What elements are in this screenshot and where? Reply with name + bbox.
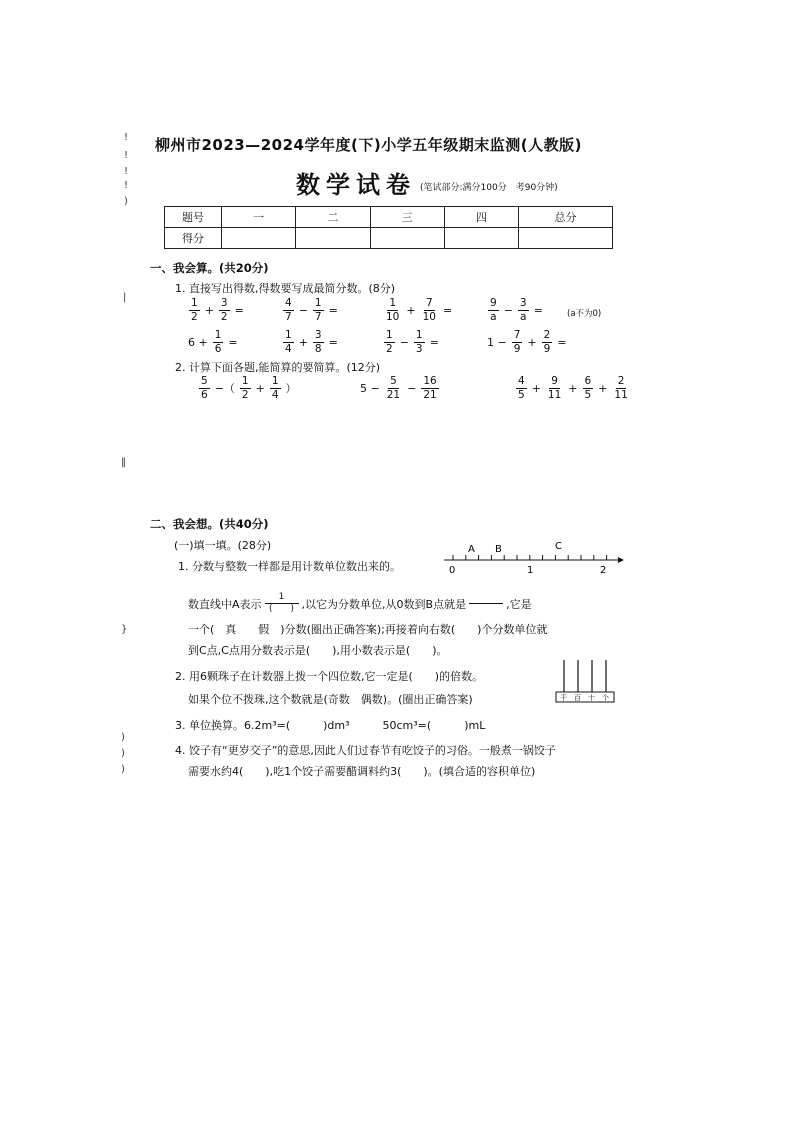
fraction xyxy=(518,298,529,322)
score-input-cell[interactable] xyxy=(296,228,370,249)
math-operator: 5 − xyxy=(360,381,380,395)
number-line-label-b: B xyxy=(495,544,502,555)
score-cell: 三 xyxy=(370,207,444,228)
fraction-denominator: 9 xyxy=(543,342,551,355)
fraction-numerator: 1 xyxy=(415,329,423,341)
number-line-ticks xyxy=(453,555,607,560)
math-operator: = xyxy=(429,335,439,349)
q1b-fraction-b-denominator[interactable] xyxy=(469,604,503,614)
math-operator: = xyxy=(228,335,238,349)
fraction xyxy=(414,330,425,354)
fraction-denominator: 3 xyxy=(415,342,423,355)
exam-subtitle: 数学试卷 xyxy=(296,170,416,199)
section2-q1-line1: 1. 分数与整数一样都是用计数单位数出来的。 xyxy=(178,560,401,573)
section2-q1-line2 xyxy=(188,593,532,614)
abacus-label: 百 xyxy=(574,694,581,702)
margin-mark: ! xyxy=(124,150,129,161)
math-expression xyxy=(198,376,297,400)
math-operator: − xyxy=(503,303,513,317)
fraction-numerator: 2 xyxy=(543,329,551,341)
score-cell: 二 xyxy=(296,207,370,228)
math-operator: = xyxy=(328,335,338,349)
margin-mark: ‖ xyxy=(121,457,126,468)
fraction xyxy=(313,298,324,322)
fraction-denominator: 11 xyxy=(547,388,562,401)
fraction-denominator: 2 xyxy=(191,310,198,323)
math-operator: + xyxy=(406,303,416,317)
fraction xyxy=(546,376,563,400)
fraction-numerator: 4 xyxy=(285,297,292,309)
fraction-numerator: 1 xyxy=(241,375,249,387)
number-line-label-1: 1 xyxy=(527,565,534,576)
section2-q2-line2: 如果个位不拨珠,这个数就是(奇数 偶数)。(圈出正确答案) xyxy=(188,693,473,706)
section1-heading: 一、我会算。(共20分) xyxy=(150,261,269,275)
math-operator: 6 + xyxy=(188,335,208,349)
math-operator: + xyxy=(204,303,214,317)
math-operator: + xyxy=(531,381,541,395)
math-operator: − xyxy=(298,303,308,317)
fraction-denominator: 5 xyxy=(518,388,525,401)
fraction-denominator: 6 xyxy=(201,388,208,401)
q1b-text-2: ,以它为分数单位,从0数到B点就是 xyxy=(301,597,467,611)
math-expression xyxy=(188,330,238,354)
score-table-score-row xyxy=(165,228,613,249)
math-expression xyxy=(188,298,244,322)
section2-heading: 二、我会想。(共40分) xyxy=(150,517,269,531)
fraction xyxy=(283,330,294,354)
fraction-denominator: 7 xyxy=(285,310,292,323)
abacus-counter xyxy=(554,658,616,704)
q1b-fraction-a[interactable] xyxy=(265,593,299,614)
fraction-denominator: 5 xyxy=(584,388,592,401)
exam-note: (笔试部分:满分100分 考90分钟) xyxy=(420,183,558,193)
math-operator: = xyxy=(557,335,567,349)
fraction xyxy=(384,330,395,354)
score-table xyxy=(164,206,613,249)
math-operator: = xyxy=(234,303,244,317)
fraction-denominator: 21 xyxy=(423,388,437,401)
fraction xyxy=(421,298,438,322)
fraction-numerator: 5 xyxy=(390,375,397,387)
section2-subheading: (一)填一填。(28分) xyxy=(174,539,272,552)
fraction xyxy=(199,376,210,400)
math-expression xyxy=(360,376,440,400)
fraction-denominator: a xyxy=(490,310,497,323)
fraction-numerator: 7 xyxy=(513,329,521,341)
q1b-text-1: 数直线中A表示 xyxy=(188,597,262,611)
score-cell: 题号 xyxy=(165,207,222,228)
margin-mark: ! xyxy=(124,180,129,191)
fraction xyxy=(612,376,629,400)
fraction-numerator: 1 xyxy=(214,329,222,341)
math-operator: − xyxy=(407,381,417,395)
section2-q3: 3. 单位换算。6.2m³=( )dm³ 50cm³=( )mL xyxy=(175,719,486,732)
fraction xyxy=(542,330,553,354)
fraction-numerator: 1 xyxy=(285,329,292,341)
fraction-numerator: 1 xyxy=(386,329,393,341)
math-operator: = xyxy=(442,303,453,317)
fraction xyxy=(385,376,402,400)
margin-mark: ) xyxy=(121,764,125,775)
section2-q1-line4: 到C点,C点用分数表示是( ),用小数表示是( )。 xyxy=(188,644,448,657)
score-input-cell[interactable] xyxy=(222,228,296,249)
q1b-fraction-b-blank[interactable] xyxy=(469,593,503,614)
fraction-numerator: 1 xyxy=(314,297,322,309)
section2-q2-line1: 2. 用6颗珠子在计数器上拨一个四位数,它一定是( )的倍数。 xyxy=(175,670,484,683)
math-expression xyxy=(383,298,452,322)
score-table-header-row xyxy=(165,207,613,228)
fraction xyxy=(189,298,200,322)
math-operator: + xyxy=(598,381,608,395)
section2-q4-line2: 需要水约4( ),吃1个饺子需要醋调料约3( )。(填合适的容积单位) xyxy=(188,765,536,778)
fraction xyxy=(213,330,224,354)
section1-row1-note: (a不为0) xyxy=(567,309,602,319)
fraction xyxy=(421,376,438,400)
math-operator: − xyxy=(399,335,409,349)
q1b-text-3: ,它是 xyxy=(506,597,532,611)
math-operator: + xyxy=(527,335,537,349)
fraction-numerator: 1 xyxy=(389,297,397,309)
math-operator: 1 − xyxy=(487,335,507,349)
q1b-fraction-a-numerator: 1 xyxy=(265,593,299,604)
fraction xyxy=(219,298,230,322)
number-line-label-a: A xyxy=(468,544,475,555)
fraction-numerator: 4 xyxy=(518,375,525,387)
math-operator: + xyxy=(568,381,578,395)
q1b-fraction-a-denominator[interactable]: ( ) xyxy=(269,604,295,614)
fraction xyxy=(583,376,594,400)
math-operator: = xyxy=(328,303,338,317)
score-cell: 一 xyxy=(222,207,296,228)
section2-q4-line1: 4. 饺子有“更岁交子”的意思,因此人们过春节有吃饺子的习俗。一般煮一锅饺子 xyxy=(175,744,556,757)
fraction-denominator: 8 xyxy=(314,342,322,355)
math-expression xyxy=(487,330,567,354)
exam-title: 柳州市2023—2024学年度(下)小学五年级期末监测(人教版) xyxy=(155,136,582,154)
margin-mark: ) xyxy=(121,748,125,759)
score-input-cell[interactable] xyxy=(370,228,444,249)
fraction-numerator: 3 xyxy=(519,297,527,309)
fraction xyxy=(516,376,527,400)
fraction-denominator: 9 xyxy=(513,342,521,355)
fraction-numerator: 2 xyxy=(617,375,625,387)
section1-question2: 2. 计算下面各题,能简算的要简算。(12分) xyxy=(175,361,381,374)
fraction-numerator: 9 xyxy=(490,297,497,309)
fraction-numerator: 3 xyxy=(314,329,322,341)
margin-mark: ! xyxy=(124,132,129,143)
margin-mark: ) xyxy=(121,732,125,743)
fraction-denominator: a xyxy=(520,310,527,323)
fraction-numerator: 5 xyxy=(201,375,208,387)
math-expression xyxy=(282,330,338,354)
fraction-denominator: 2 xyxy=(241,388,249,401)
math-operator: + xyxy=(255,381,265,395)
q1b-fraction-b-numerator[interactable] xyxy=(469,593,503,604)
fraction xyxy=(283,298,294,322)
fraction-denominator: 7 xyxy=(314,310,322,323)
fraction-denominator: 2 xyxy=(220,310,228,323)
math-expression xyxy=(282,298,338,322)
margin-mark: | xyxy=(123,292,127,303)
fraction-numerator: 3 xyxy=(220,297,228,309)
score-input-cell[interactable] xyxy=(519,228,613,249)
score-cell: 总分 xyxy=(519,207,613,228)
number-line-arrow xyxy=(618,557,624,563)
fraction-numerator: 7 xyxy=(425,297,433,309)
fraction-denominator: 2 xyxy=(386,342,393,355)
score-cell: 得分 xyxy=(165,228,222,249)
abacus-label: 个 xyxy=(602,694,609,702)
abacus-label: 千 xyxy=(560,694,567,702)
number-line-label-c: C xyxy=(555,541,562,552)
fraction xyxy=(488,298,499,322)
fraction-denominator: 6 xyxy=(214,342,222,355)
math-expression xyxy=(487,298,543,322)
math-expression xyxy=(515,376,631,400)
number-line-label-0: 0 xyxy=(449,565,456,576)
section1-question1: 1. 直接写出得数,得数要写成最简分数。(8分) xyxy=(175,282,396,295)
margin-mark: ) xyxy=(124,196,128,207)
fraction-numerator: 6 xyxy=(584,375,592,387)
math-operator: −（ xyxy=(214,382,235,395)
score-input-cell[interactable] xyxy=(444,228,518,249)
fraction-numerator: 1 xyxy=(191,297,198,309)
fraction-denominator: 11 xyxy=(614,388,628,401)
fraction xyxy=(270,376,281,400)
fraction-denominator: 4 xyxy=(285,342,292,355)
fraction xyxy=(313,330,324,354)
fraction-denominator: 10 xyxy=(386,310,400,323)
fraction-numerator: 1 xyxy=(271,375,279,387)
margin-mark: ! xyxy=(124,166,129,177)
fraction-numerator: 9 xyxy=(551,375,558,387)
fraction-numerator: 16 xyxy=(423,375,437,387)
number-line xyxy=(440,538,625,576)
section2-q1-line3: 一个( 真 假 )分数(圈出正确答案);再接着向右数( )个分数单位就 xyxy=(188,623,548,636)
math-operator: + xyxy=(298,335,308,349)
fraction-denominator: 10 xyxy=(422,310,436,323)
number-line-label-2: 2 xyxy=(600,565,607,576)
fraction xyxy=(512,330,523,354)
math-expression xyxy=(383,330,439,354)
math-operator: = xyxy=(533,303,543,317)
abacus-label: 十 xyxy=(588,694,595,702)
fraction-denominator: 4 xyxy=(271,388,279,401)
fraction xyxy=(384,298,401,322)
math-operator: ） xyxy=(285,382,297,395)
fraction xyxy=(240,376,251,400)
fraction-denominator: 21 xyxy=(386,388,401,401)
margin-mark: } xyxy=(121,624,128,635)
score-cell: 四 xyxy=(444,207,518,228)
